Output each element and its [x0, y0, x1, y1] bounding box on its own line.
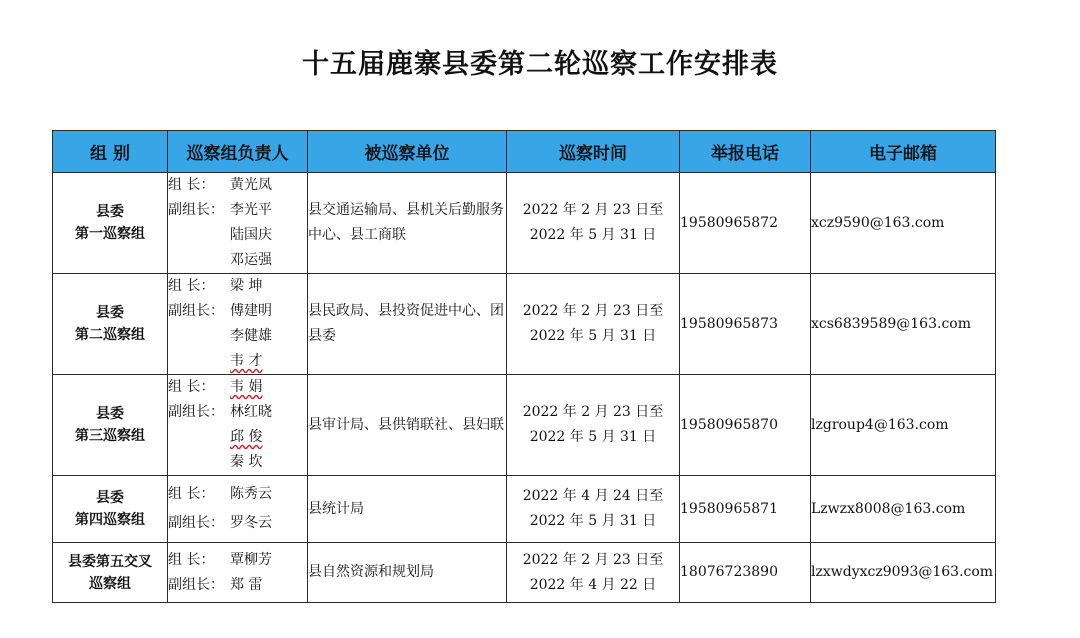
group-cell [53, 543, 168, 603]
group-cell [53, 375, 168, 476]
header-time: 巡察时间 [507, 131, 680, 173]
group-cell [53, 173, 168, 274]
leader-name: 林红晓 [230, 404, 272, 420]
group-line: 巡察组 [89, 575, 131, 592]
leader-role: 副组长： [168, 576, 224, 593]
leader-name: 邓运强 [230, 252, 272, 268]
phone-cell: 18076723890 [680, 543, 811, 603]
header-units: 被巡察单位 [308, 131, 507, 173]
time-cell [507, 274, 680, 375]
email-cell[interactable]: Lzwzx8008@163.com [811, 476, 996, 543]
units-cell: 县审计局、县供销联社、县妇联 [308, 375, 507, 476]
leader-name: 韦 娟 [230, 379, 263, 395]
leader-name: 郑 雷 [230, 576, 263, 593]
leader-role [168, 324, 230, 349]
group-line: 第一巡察组 [75, 226, 145, 242]
leader-name: 李光平 [230, 202, 272, 218]
leaders-cell [168, 476, 308, 543]
time-start: 2022 年 2 月 23 日至 [522, 202, 664, 218]
leader-name: 秦 坎 [230, 454, 263, 470]
leader-name: 李健雄 [230, 328, 272, 344]
leader-role [168, 425, 230, 450]
leader-role: 副组长： [168, 404, 224, 420]
leader-role: 副组长： [168, 515, 224, 531]
email-cell[interactable]: xcs6839589@163.com [811, 274, 996, 375]
table-row [53, 476, 996, 543]
email-cell[interactable]: lzxwdyxcz9093@163.com [811, 543, 996, 603]
leader-role: 组 长： [168, 278, 215, 294]
header-leaders: 巡察组负责人 [168, 131, 308, 173]
leaders-cell [168, 543, 308, 603]
time-start: 2022 年 4 月 24 日至 [522, 488, 664, 504]
leader-name: 陆国庆 [230, 227, 272, 243]
units-cell: 县统计局 [308, 476, 507, 543]
time-end: 2022 年 5 月 31 日 [529, 328, 657, 344]
units-cell: 县民政局、县投资促进中心、团县委 [308, 274, 507, 375]
page-title: 十五届鹿寨县委第二轮巡察工作安排表 [302, 49, 778, 80]
leader-role: 组 长： [168, 551, 215, 568]
email-cell[interactable]: xcz9590@163.com [811, 173, 996, 274]
leader-name: 罗冬云 [230, 515, 272, 531]
time-cell [507, 543, 680, 603]
leader-role: 副组长： [168, 202, 224, 218]
group-line: 县委 [96, 406, 124, 422]
time-end: 2022 年 5 月 31 日 [529, 429, 657, 445]
header-row [53, 131, 996, 173]
leader-role: 组 长： [168, 177, 215, 193]
phone-cell: 19580965871 [680, 476, 811, 543]
leader-role: 副组长： [168, 303, 224, 319]
time-end: 2022 年 5 月 31 日 [529, 513, 657, 529]
table-row [53, 375, 996, 476]
leader-name: 傅建明 [230, 303, 272, 319]
table-row [53, 173, 996, 274]
units-cell: 县自然资源和规划局 [308, 543, 507, 603]
group-line: 县委 [96, 305, 124, 321]
leader-name: 邱 俊 [230, 429, 263, 445]
time-start: 2022 年 2 月 23 日至 [522, 551, 664, 568]
leaders-cell [168, 274, 308, 375]
group-line: 县委第五交叉 [68, 553, 152, 570]
time-cell [507, 173, 680, 274]
leader-role [168, 223, 230, 248]
leader-name: 黄光凤 [230, 177, 272, 193]
group-line: 第三巡察组 [75, 428, 145, 444]
time-start: 2022 年 2 月 23 日至 [522, 303, 664, 319]
time-cell [507, 375, 680, 476]
leader-role [168, 450, 230, 475]
units-cell: 县交通运输局、县机关后勤服务中心、县工商联 [308, 173, 507, 274]
group-line: 第四巡察组 [75, 512, 145, 528]
group-line: 县委 [96, 490, 124, 506]
phone-cell: 19580965870 [680, 375, 811, 476]
inspection-schedule-table [52, 130, 996, 603]
leader-name: 陈秀云 [230, 486, 272, 502]
leader-name: 覃柳芳 [230, 551, 272, 568]
leader-role: 组 长： [168, 379, 215, 395]
email-cell[interactable]: lzgroup4@163.com [811, 375, 996, 476]
group-line: 第二巡察组 [75, 327, 145, 343]
leaders-cell [168, 173, 308, 274]
leader-role: 组 长： [168, 486, 215, 502]
group-cell [53, 274, 168, 375]
table-row [53, 274, 996, 375]
time-cell [507, 476, 680, 543]
table-row [53, 543, 996, 603]
header-group: 组 别 [53, 131, 168, 173]
leader-name: 韦 才 [230, 353, 263, 369]
time-start: 2022 年 2 月 23 日至 [522, 404, 664, 420]
leader-name: 梁 坤 [230, 278, 263, 294]
phone-cell: 19580965873 [680, 274, 811, 375]
time-end: 2022 年 5 月 31 日 [529, 227, 657, 243]
leaders-cell [168, 375, 308, 476]
group-cell [53, 476, 168, 543]
phone-cell: 19580965872 [680, 173, 811, 274]
group-line: 县委 [96, 204, 124, 220]
header-phone: 举报电话 [680, 131, 811, 173]
time-end: 2022 年 4 月 22 日 [529, 576, 657, 593]
leader-role [168, 349, 230, 374]
leader-role [168, 248, 230, 273]
header-email: 电子邮箱 [811, 131, 996, 173]
